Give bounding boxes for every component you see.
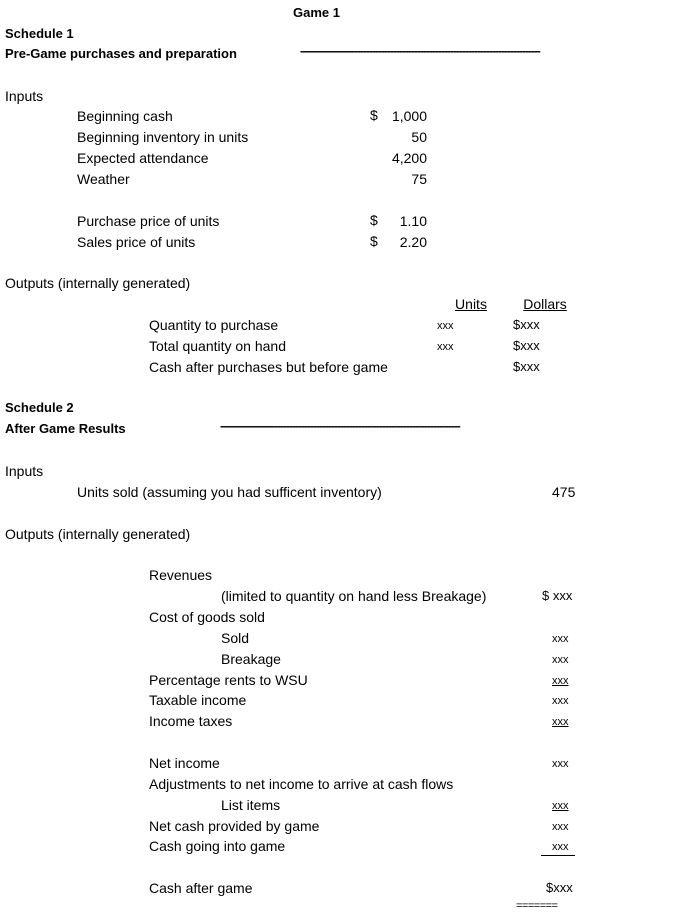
output-total-quantity-dollars: $xxx	[513, 338, 540, 353]
schedule-1-dash-line: --------------------------------------------------------------------------------	[300, 45, 540, 57]
taxable-income-value: xxx	[552, 695, 569, 707]
input-sales-price-currency: $	[370, 233, 378, 249]
cogs-breakage-value: xxx	[552, 654, 569, 666]
net-income-value: xxx	[552, 758, 569, 770]
rents-value: xxx	[552, 675, 569, 687]
schedule-2-outputs-label: Outputs (internally generated)	[5, 526, 191, 542]
input-weather-value: 75	[411, 171, 427, 187]
input-sales-price-value: 2.20	[399, 234, 427, 250]
schedule-2-inputs-label: Inputs	[5, 463, 44, 479]
column-header-dollars: Dollars	[523, 296, 567, 312]
list-items-value: xxx	[552, 800, 569, 812]
output-quantity-to-purchase-label: Quantity to purchase	[149, 317, 279, 333]
page-title: Game 1	[293, 5, 340, 20]
input-expected-attendance-label: Expected attendance	[77, 150, 209, 166]
cogs-label: Cost of goods sold	[149, 609, 265, 625]
cash-after-game-double-rule: =======	[516, 900, 558, 912]
input-beginning-cash-currency: $	[370, 107, 378, 123]
cash-into-game-label: Cash going into game	[149, 838, 286, 854]
column-header-units: Units	[455, 296, 487, 312]
cogs-breakage-label: Breakage	[221, 651, 281, 667]
schedule-1-heading: Pre-Game purchases and preparation	[5, 46, 237, 61]
output-cash-after-purchases-label: Cash after purchases but before game	[149, 359, 388, 375]
schedule-2-dash-line: --------------------------------------------------------------------------------	[220, 420, 460, 432]
list-items-label: List items	[221, 797, 281, 813]
revenues-label: Revenues	[149, 567, 213, 583]
input-purchase-price-value: 1.10	[399, 213, 427, 229]
input-beginning-cash-label: Beginning cash	[77, 108, 173, 124]
schedule-2-heading: After Game Results	[5, 421, 126, 436]
revenues-value: $ xxx	[542, 588, 573, 603]
input-expected-attendance-value: 4,200	[391, 150, 427, 166]
schedule-1-label: Schedule 1	[5, 26, 74, 41]
units-sold-label: Units sold (assuming you had sufficent inventory)	[77, 484, 382, 500]
schedule-1-outputs-label: Outputs (internally generated)	[5, 275, 191, 291]
cogs-sold-value: xxx	[552, 633, 569, 645]
input-beginning-inventory-label: Beginning inventory in units	[77, 129, 249, 145]
output-total-quantity-units: xxx	[437, 341, 454, 353]
output-total-quantity-label: Total quantity on hand	[149, 338, 286, 354]
output-quantity-to-purchase-units: xxx	[437, 320, 454, 332]
cogs-sold-label: Sold	[221, 630, 250, 646]
output-cash-after-purchases-dollars: $xxx	[513, 359, 540, 374]
schedule-1-inputs-label: Inputs	[5, 88, 44, 104]
cash-into-game-value: xxx	[552, 841, 569, 853]
revenues-note: (limited to quantity on hand less Breakage)	[221, 588, 487, 604]
input-purchase-price-label: Purchase price of units	[77, 213, 220, 229]
net-cash-value: xxx	[552, 821, 569, 833]
input-purchase-price-currency: $	[370, 212, 378, 228]
input-sales-price-label: Sales price of units	[77, 234, 196, 250]
schedule-2-label: Schedule 2	[5, 400, 74, 415]
cash-into-game-underline	[541, 855, 575, 856]
income-taxes-value: xxx	[552, 716, 569, 728]
input-weather-label: Weather	[77, 171, 130, 187]
adjustments-label: Adjustments to net income to arrive at cash flows	[149, 776, 454, 792]
rents-label: Percentage rents to WSU	[149, 672, 308, 688]
income-taxes-label: Income taxes	[149, 713, 233, 729]
cash-after-game-value: $xxx	[546, 880, 573, 895]
input-beginning-inventory-value: 50	[411, 129, 427, 145]
units-sold-value: 475	[552, 484, 576, 500]
taxable-income-label: Taxable income	[149, 692, 247, 708]
net-income-label: Net income	[149, 755, 220, 771]
input-beginning-cash-value: 1,000	[391, 108, 427, 124]
output-quantity-to-purchase-dollars: $xxx	[513, 317, 540, 332]
cash-after-game-label: Cash after game	[149, 880, 253, 896]
net-cash-label: Net cash provided by game	[149, 818, 320, 834]
